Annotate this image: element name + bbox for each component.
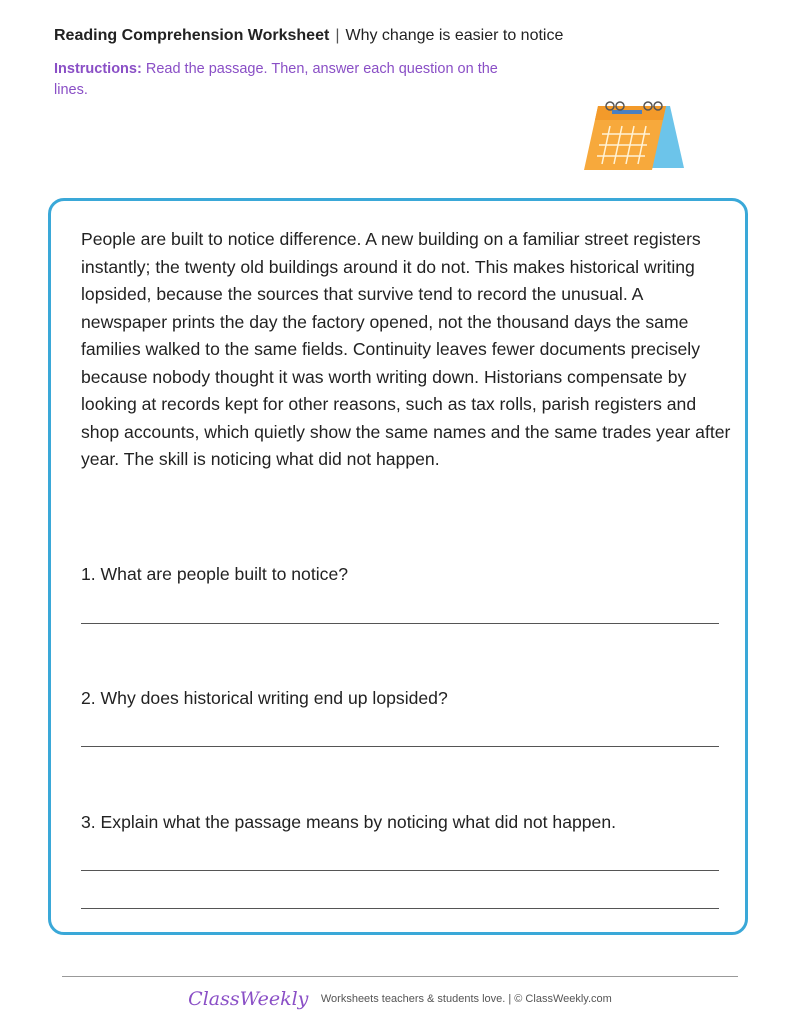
header-separator: | [335,27,340,44]
worksheet-title: Reading Comprehension Worksheet [54,27,330,44]
instructions [54,59,514,101]
footer-divider [62,976,738,977]
worksheet-header [54,27,563,45]
answer-line-3a[interactable] [81,870,719,871]
worksheet-subtitle: Why change is easier to notice [345,27,564,44]
footer [0,988,800,1010]
answer-line-3b[interactable] [81,908,719,909]
calendar-icon [580,98,690,178]
answer-line-1[interactable] [81,623,719,624]
question-3: 3. Explain what the passage means by noticing what did not happen. [81,812,617,832]
footer-text: Worksheets teachers & students love. | © ClassWeekly.com [320,993,612,1005]
reading-passage: People are built to notice difference. A new building on a familiar street registers instantly; the twenty old buildings around it do not. This makes historical writing lopsided, because the sources that survive tend to record the unusual. A newspaper prints the day the factory opened, not the thousand days the same families walked to the same fields. Continuity leaves fewer documents precisely because nobody thought it was worth writing down. Historians compensate by looking at records kept for other reasons, such as tax rolls, parish registers and shop accounts, which quietly show the same names and the same trades year after year. The skill is noticing what did not happen. [81,229,731,469]
question-2: 2. Why does historical writing end up lopsided? [81,688,448,708]
instructions-label: Instructions: [54,61,142,77]
question-1: 1. What are people built to notice? [81,564,349,584]
answer-line-2[interactable] [81,746,719,747]
instructions-text: Read the passage. Then, answer each question on the lines. [54,61,498,98]
brand-logo: ClassWeekly [188,988,309,1010]
